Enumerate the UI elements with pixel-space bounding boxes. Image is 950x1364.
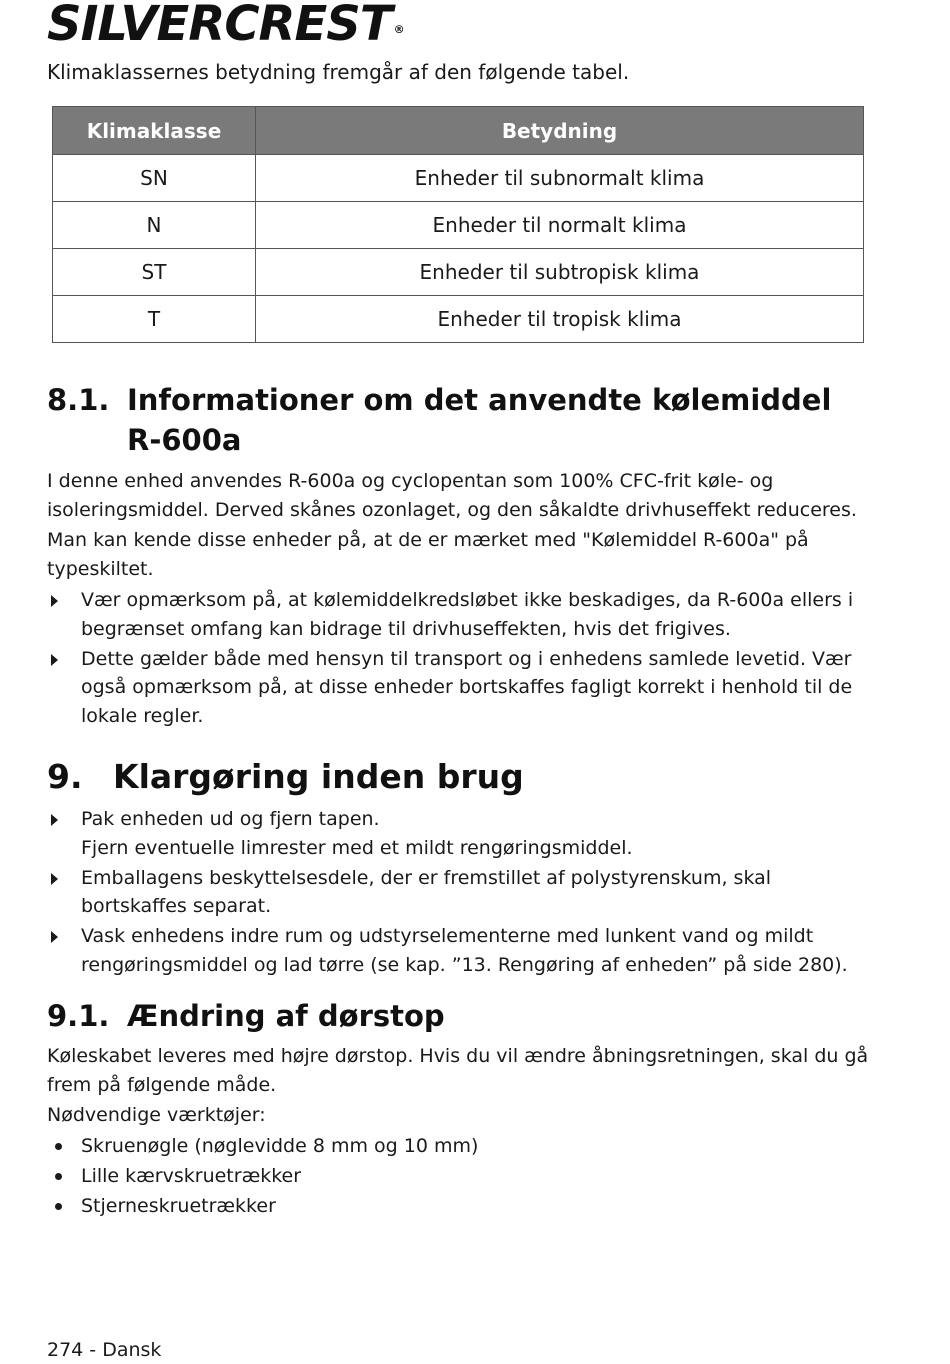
table-cell: T — [53, 296, 256, 343]
table-row — [53, 202, 864, 249]
paragraph: I denne enhed anvendes R-600a og cyclopentan som 100% CFC-frit køle- og isoleringsmiddel. Derved skånes ozonlaget, og den såkaldte drivhuseffekt reduceres. — [47, 470, 857, 521]
silvercrest-logo — [47, 0, 404, 52]
list-item-text: Skruenøgle (nøglevidde 8 mm og 10 mm) — [81, 1135, 479, 1157]
list-item-text: Vær opmærksom på, at kølemiddelkredsløbet ikke beskadiges, da R-600a ellers i begrænset omfang kan bidrage til drivhuseffekten, hvis det frigives. — [81, 589, 854, 640]
heading-title: Informationer om det anvendte kølemiddel — [127, 383, 832, 417]
triangle-bullet-icon — [51, 814, 58, 826]
dot-bullet-icon — [55, 1143, 62, 1150]
table-row — [53, 249, 864, 296]
intro-text: Klimaklassernes betydning fremgår af den følgende tabel. — [47, 60, 630, 84]
heading-number: 9.1. — [47, 999, 110, 1033]
paragraph: Nødvendige værktøjer: — [47, 1104, 266, 1126]
list-item — [47, 805, 877, 862]
paragraph: Køleskabet leveres med højre dørstop. Hvis du vil ændre åbningsretningen, skal du gå frem på følgende måde. — [47, 1045, 869, 1096]
heading-8-1 — [47, 380, 831, 420]
table-header-cell: Betydning — [256, 107, 864, 155]
heading-8-1-line2: R-600a — [127, 423, 242, 457]
list-item-text: Dette gælder både med hensyn til transport og i enhedens samlede levetid. Vær også opmærksom på, at disse enheder bortskaffes fagligt korrekt i henhold til de lokale regler. — [81, 647, 853, 727]
triangle-bullet-icon — [51, 873, 58, 885]
dot-bullet-icon — [55, 1203, 62, 1210]
bullet-list — [47, 805, 877, 981]
list-item — [47, 645, 877, 731]
heading-9 — [47, 755, 524, 799]
climate-class-table — [52, 106, 864, 343]
table-header-cell: Klimaklasse — [53, 107, 256, 155]
table-cell: ST — [53, 249, 256, 296]
list-item-text: Pak enheden ud og fjern tapen. — [81, 808, 380, 830]
list-item-text: Stjerneskruetrækker — [81, 1195, 276, 1217]
list-item-text: Lille kærvskruetrækker — [81, 1165, 302, 1187]
heading-9-1 — [47, 996, 445, 1036]
table-cell: Enheder til tropisk klima — [256, 296, 864, 343]
table-cell: Enheder til subnormalt klima — [256, 155, 864, 202]
heading-number: 8.1. — [47, 383, 110, 417]
list-item-text: Emballagens beskyttelsesdele, der er fremstillet af polystyrenskum, skal bortskaffes separat. — [81, 866, 772, 917]
page-footer: 274 - Dansk — [47, 1339, 162, 1361]
list-item-text: Vask enhedens indre rum og udstyrselementerne med lunkent vand og mildt rengøringsmiddel og lad tørre (se kap. ”13. Rengøring af enheden” på side 280). — [81, 925, 848, 976]
logo-text-silver: SILVER — [47, 0, 225, 52]
table-cell: SN — [53, 155, 256, 202]
triangle-bullet-icon — [51, 931, 58, 943]
list-item — [47, 1192, 877, 1221]
triangle-bullet-icon — [51, 654, 58, 666]
table-cell: Enheder til subtropisk klima — [256, 249, 864, 296]
table-cell: Enheder til normalt klima — [256, 202, 864, 249]
list-item — [47, 586, 877, 643]
bullet-list — [47, 586, 877, 732]
list-item — [47, 1162, 877, 1191]
tools-list — [47, 1132, 877, 1222]
list-item — [47, 1132, 877, 1161]
table-row — [53, 155, 864, 202]
table-cell: N — [53, 202, 256, 249]
logo-text-crest: CREST — [224, 0, 392, 52]
list-item — [47, 864, 877, 921]
heading-title: Ændring af dørstop — [127, 999, 445, 1033]
dot-bullet-icon — [55, 1173, 62, 1180]
registered-mark: ® — [393, 23, 404, 36]
heading-number: 9. — [47, 757, 83, 796]
triangle-bullet-icon — [51, 595, 58, 607]
heading-title: Klargøring inden brug — [113, 757, 524, 796]
list-item-text: Fjern eventuelle limrester med et mildt rengøringsmiddel. — [81, 836, 633, 859]
table-row — [53, 296, 864, 343]
table-header-row — [53, 107, 864, 155]
paragraph: Man kan kende disse enheder på, at de er mærket med "Kølemiddel R-600a" på typeskiltet. — [47, 529, 809, 580]
list-item — [47, 922, 877, 979]
